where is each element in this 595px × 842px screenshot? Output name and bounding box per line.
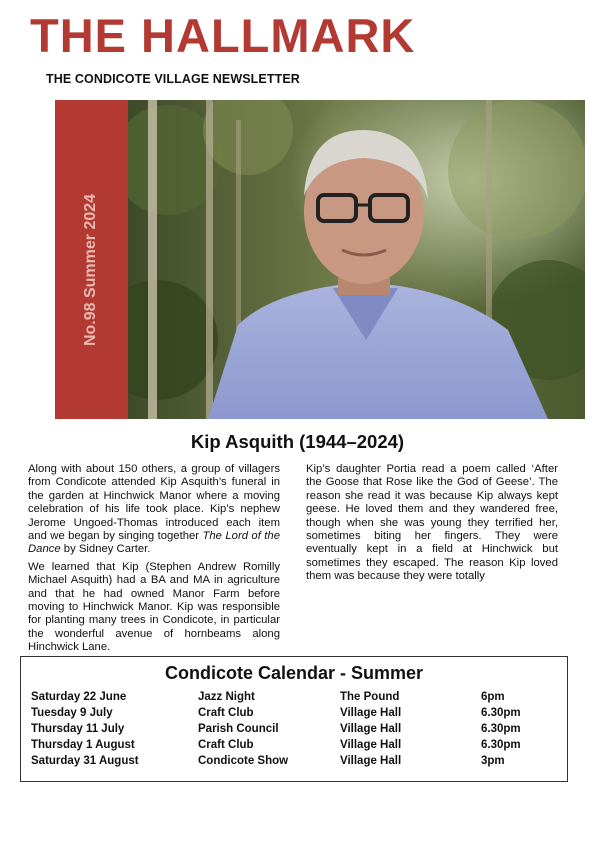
- article-paragraph: Along with about 150 others, a group of villagers from Condicote attended Kip Asquith’s funeral in the garden at Hinchwick Manor where a moving celebration of his life took place. Kip’s nephew Jerome Ungoed-Thomas introduced each item and we began by singing together The Lord of the Dance by Sidney Carter.: [28, 463, 280, 556]
- masthead-title: THE HALLMARK: [30, 9, 416, 62]
- article-paragraph: We learned that Kip (Stephen Andrew Romilly Michael Asquith) had a BA and MA in agriculture and that he had owned Manor Farm before moving to Hinchwick Manor. Kip was responsible for planting many trees in Condicote, in particular the wonderful avenue of hornbeams along Hinchwick Lane.: [28, 560, 280, 654]
- article-headline: Kip Asquith (1944–2024): [190, 431, 405, 452]
- masthead-subtitle: THE CONDICOTE VILLAGE NEWSLETTER: [46, 72, 300, 86]
- event-date: Saturday 31 August: [31, 755, 139, 767]
- event-date: Thursday 1 August: [31, 739, 135, 751]
- event-venue: Village Hall: [340, 723, 402, 735]
- article-paragraph: Kip’s daughter Portia read a poem called ‘After the Goose that Rose like the God of Geese’. The reason she read it was because Kip always kept geese. He loved them and they wandered free, though when she was young they terrified her, sometimes biting her fingers. They were eventually kept in a field at Hinchwick but sometimes they escaped. The reason Kip loved them was because they were totally: [306, 463, 558, 583]
- hero-banner: [55, 100, 585, 419]
- event-venue: Village Hall: [340, 755, 402, 767]
- event-time: 6.30pm: [481, 739, 521, 751]
- calendar-row: [21, 691, 567, 707]
- event-time: 6.30pm: [481, 707, 521, 719]
- event-time: 6pm: [481, 691, 505, 703]
- event-venue: The Pound: [340, 691, 400, 703]
- calendar-row: [21, 707, 567, 723]
- calendar-row: [21, 755, 567, 771]
- calendar-row: [21, 723, 567, 739]
- event-time: 3pm: [481, 755, 505, 767]
- event-name: Parish Council: [198, 723, 279, 735]
- event-date: Tuesday 9 July: [31, 707, 113, 719]
- calendar-title: Condicote Calendar - Summer: [164, 663, 424, 683]
- issue-label: No.98 Summer 2024: [82, 193, 99, 347]
- event-venue: Village Hall: [340, 707, 402, 719]
- article-column-1: [28, 463, 280, 659]
- song-title: The Lord of the Dance: [28, 530, 280, 556]
- event-time: 6.30pm: [481, 723, 521, 735]
- event-date: Saturday 22 June: [31, 691, 127, 703]
- event-name: Craft Club: [198, 707, 254, 719]
- calendar-row: [21, 739, 567, 755]
- event-date: Thursday 11 July: [31, 723, 125, 735]
- event-name: Craft Club: [198, 739, 254, 751]
- portrait-photo: [128, 100, 585, 419]
- event-name: Jazz Night: [198, 691, 255, 703]
- calendar-box: [20, 656, 568, 782]
- event-name: Condicote Show: [198, 755, 289, 767]
- article-column-2: [306, 463, 558, 588]
- issue-bar: [55, 100, 128, 419]
- event-venue: Village Hall: [340, 739, 402, 751]
